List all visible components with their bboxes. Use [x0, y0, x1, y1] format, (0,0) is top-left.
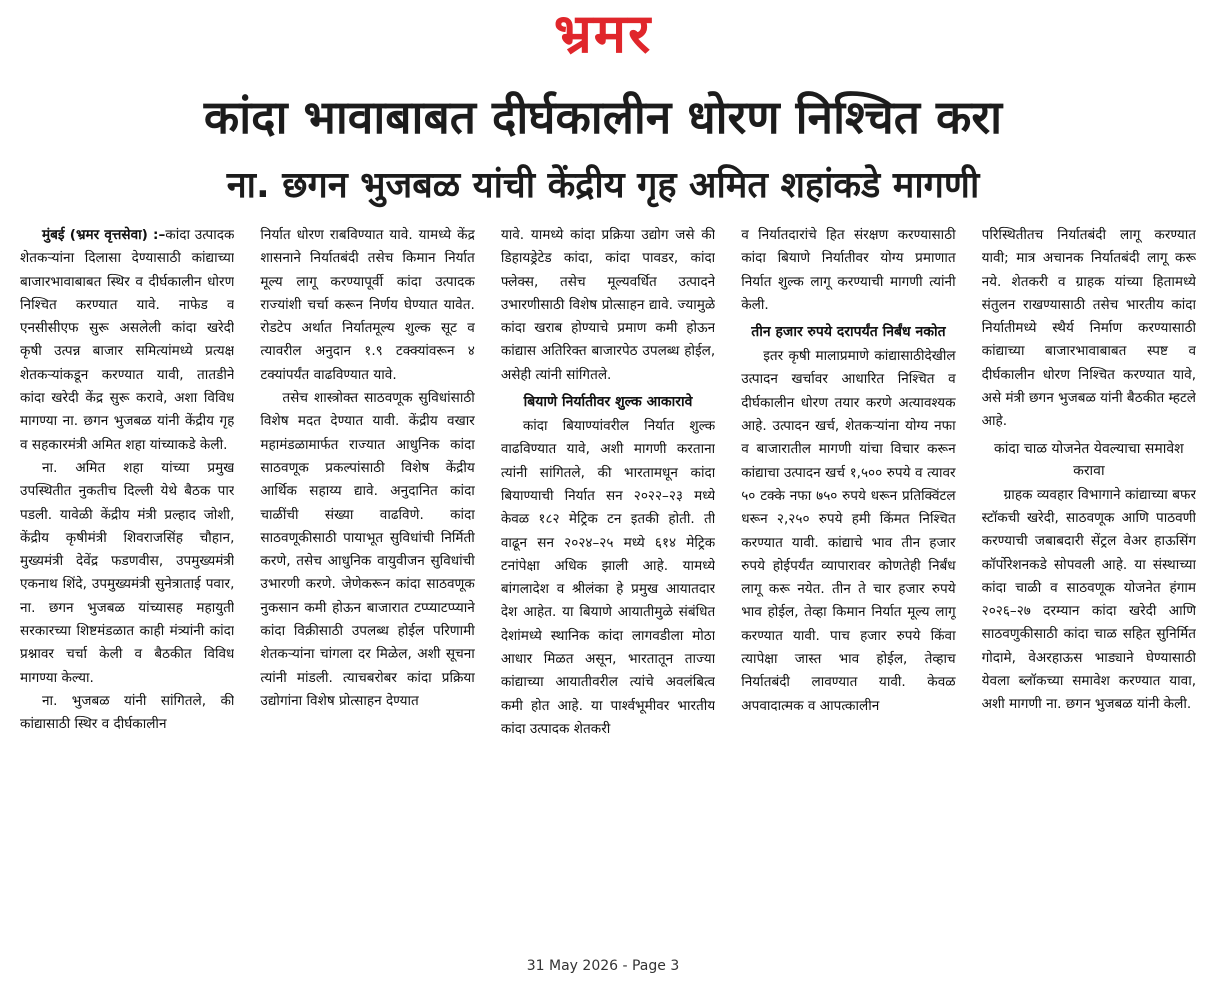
newspaper-logo: भ्रमर: [553, 2, 653, 65]
article-paragraph: ना. अमित शहा यांच्या प्रमुख उपस्थितीत नुकतीच दिल्ली येथे बैठक पार पडली. यावेळी केंद्रीय मंत्री प्रल्हाद जोशी, केंद्रीय कृषीमंत्री शिवराजसिंह चौहान, मुख्यमंत्री देवेंद्र फडणवीस, उपमुख्यमंत्री एकनाथ शिंदे, उपमुख्यमंत्री सुनेत्राताई पवार, ना. छगन भुजबळ यांच्यासह महायुती सरकारच्या शिष्टमंडळात काही मंत्र्यांनी कांदा प्रश्नावर चर्चा केली व बैठकीत विविध मागण्या केल्या.: [20, 459, 235, 686]
article-paragraph: कांदा बियाण्यांवरील निर्यात शुल्क वाढविण्यात यावे, अशी मागणी करताना त्यांनी सांगितले, की भारतामधून कांदा बियाण्याची निर्यात सन २०२२–२३ मध्ये केवळ १८२ मेट्रिक टन इतकी होती. ती वाढून सन २०२४–२५ मध्ये ६१४ मेट्रिक टनांपेक्षा अधिक झाली आहे. यामध्ये बांगलादेश व श्रीलंका हे प्रमुख आयातदार देश आहेत. या बियाणे आयातीमुळे संबंधित देशांमध्ये स्थानिक कांदा लागवडीला मोठा आधार मिळत असून, भारतातून ताज्या कांद्याच्या आयातीवरील त्यांचे अवलंबित्व कमी होत आहे. या पार्श्वभूमीवर भारतीय कांदा उत्पादक शेतकरी: [500, 418, 716, 737]
article-paragraph: परिस्थितीतच निर्यातबंदी लागू करण्यात यावी; मात्र अचानक निर्यातबंदी लागू करू नये. शेतकरी व ग्राहक यांच्या हितामध्ये संतुलन राखण्यासाठी तसेच भारतीय कांदा निर्यातीमध्ये स्थैर्य निर्माण करण्यासाठी कांद्याच्या बाजारभावाबाबत स्पष्ट व दीर्घकालीन धोरण निश्चित करण्यात यावे, असे मंत्री छगन भुजबळ यांनी बैठकीत म्हटले आहे.: [981, 227, 1197, 430]
article-column-2: [260, 224, 474, 924]
article-paragraph: यावे. यामध्ये कांदा प्रक्रिया उद्योग जसे की डिहायड्रेटेड कांदा, कांदा पावडर, कांदा फ्लेक्स, तसेच मूल्यवर्धित उत्पादने उभारणीसाठी विशेष प्रोत्साहन द्यावे. ज्यामुळे कांदा खराब होण्याचे प्रमाण कमी होऊन कांद्यास अतिरिक्त बाजारपेठ उपलब्ध होईल, असेही त्यांनी सांगितले.: [500, 227, 716, 383]
article-paragraph: निर्यात धोरण राबविण्यात यावे. यामध्ये केंद्र शासनाने निर्यातबंदी तसेच किमान निर्यात मूल्य लागू करण्यापूर्वी कांदा उत्पादक राज्यांशी चर्चा करून निर्णय घेण्यात यावेत. रोडटेप अर्थात निर्यातमूल्य शुल्क सूट व त्यावरील अनुदान १.९ टक्क्यांवरून ४ टक्यांपर्यंत वाढविण्यात यावे.: [260, 227, 475, 383]
article-paragraph: इतर कृषी मालाप्रमाणे कांद्यासाठीदेखील उत्पादन खर्चावर आधारित निश्चित व दीर्घकालीन धोरण तयार करणे अत्यावश्यक आहे. उत्पादन खर्च, शेतकऱ्यांना योग्य नफा व बाजारातील मागणी यांचा विचार करून कांद्याचा उत्पादन खर्च १,५०० रुपये व त्यावर ५० टक्के नफा ७५० रुपये धरून प्रतिक्विंटल धरून २,२५० रुपये हमी किंमत निश्चित करण्यात यावी. कांद्याचे भाव तीन हजार रुपये होईपर्यंत व्यापारावर कोणतेही निर्बंध लागू करू नयेत. तीन ते चार हजार रुपये भाव होईल, तेव्हा किमान निर्यात मूल्य लागू करण्यात यावी. पाच हजार रुपये किंवा त्यापेक्षा जास्त भाव होईल, तेव्हाच निर्यातबंदी लावण्यात यावी. केवळ अपवादात्मक व आपत्कालीन: [741, 348, 956, 714]
article-column-5: [982, 224, 1196, 924]
article-paragraph: तसेच शास्त्रोक्त साठवणूक सुविधांसाठी विशेष मदत देण्यात यावी. केंद्रीय वखार महामंडळामार्फत राज्यात आधुनिक कांदा साठवणूक प्रकल्पांसाठी विशेष केंद्रीय आर्थिक सहाय्य द्यावे. अनुदानित कांदा चाळींची संख्या वाढविणे. कांदा साठवणूकीसाठी पायाभूत सुविधांची निर्मिती करणे, तसेच आधुनिक वायुवीजन सुविधांची उभारणी करणे. जेणेकरून कांदा साठवणूक नुकसान कमी होऊन बाजारात टप्प्याटप्प्याने कांदा विक्रीसाठी उपलब्ध होईल परिणामी शेतकऱ्यांना चांगला दर मिळेल, अशी सूचना त्यांनी मांडली. त्याचबरोबर कांदा प्रक्रिया उद्योगांना विशेष प्रोत्साहन देण्यात: [260, 390, 475, 709]
masthead: [0, 2, 1206, 68]
section-subheading: तीन हजार रुपये दरापर्यंत निर्बंध नकोत: [751, 324, 946, 341]
section-subheading: कांदा चाळ योजनेत येवल्याचा समावेश करावा: [994, 440, 1184, 479]
article-column-3: [501, 224, 715, 924]
article-paragraph: ना. भुजबळ यांनी सांगितले, की कांद्यासाठी स्थिर व दीर्घकालीन: [20, 692, 235, 733]
section-subheading: बियाणे निर्यातीवर शुल्क आकारावे: [523, 394, 693, 411]
paragraph-text: कांदा उत्पादक शेतकऱ्यांना दिलासा देण्यासाठी कांद्याच्या बाजारभावाबाबत स्थिर व दीर्घकालीन धोरण निश्चित करण्यात यावे. नाफेड व एनसीसीएफ सुरू असलेली कांदा खरेदी कृषी उत्पन्न बाजार समित्यांमध्ये प्रत्यक्ष शेतकऱ्यांकडून करण्यात यावी, तातडीने कांदा खरेदी केंद्र सुरू करावे, अशा विविध मागण्या ना. छगन भुजबळ यांनी केंद्रीय गृह व सहकारमंत्री अमित शहा यांच्याकडे केली.: [20, 227, 235, 453]
main-headline: कांदा भावाबाबत दीर्घकालीन धोरण निश्चित करा: [203, 90, 1003, 144]
article-paragraph: ग्राहक व्यवहार विभागाने कांद्याच्या बफर स्टॉकची खरेदी, साठवणूक आणि पाठवणी करण्याची जबाबदारी सेंट्रल वेअर हाऊसिंग कॉर्पोरेशनकडे सोपवली आहे. या संस्थाच्या कांदा चाळी व साठवणूक योजनेत हंगाम २०२६–२७ दरम्यान कांदा खरेदी आणि साठवणुकीसाठी कांदा चाळ सहित सुनिर्मित गोदामे, वेअरहाऊस भाड्याने घेण्यासाठी येवला ब्लॉकच्या समावेश करण्यात यावा, अशी मागणी ना. छगन भुजबळ यांनी केली.: [981, 486, 1197, 713]
sub-headline: ना. छगन भुजबळ यांची केंद्रीय गृह अमित शहांकडे मागणी: [226, 165, 980, 206]
article-columns: [20, 224, 1196, 924]
article-paragraph: [20, 224, 234, 457]
dateline: मुंबई (भ्रमर वृत्तसेवा) :–: [42, 227, 166, 243]
article-column-1: [20, 224, 234, 924]
article-paragraph: व निर्यातदारांचे हित संरक्षण करण्यासाठी कांदा बियाणे निर्यातीवर योग्य प्रमाणात निर्यात शुल्क लागू करण्याची मागणी त्यांनी केली.: [741, 227, 956, 313]
article-column-4: [741, 224, 955, 924]
page-footer: 31 May 2026 - Page 3: [526, 958, 680, 974]
